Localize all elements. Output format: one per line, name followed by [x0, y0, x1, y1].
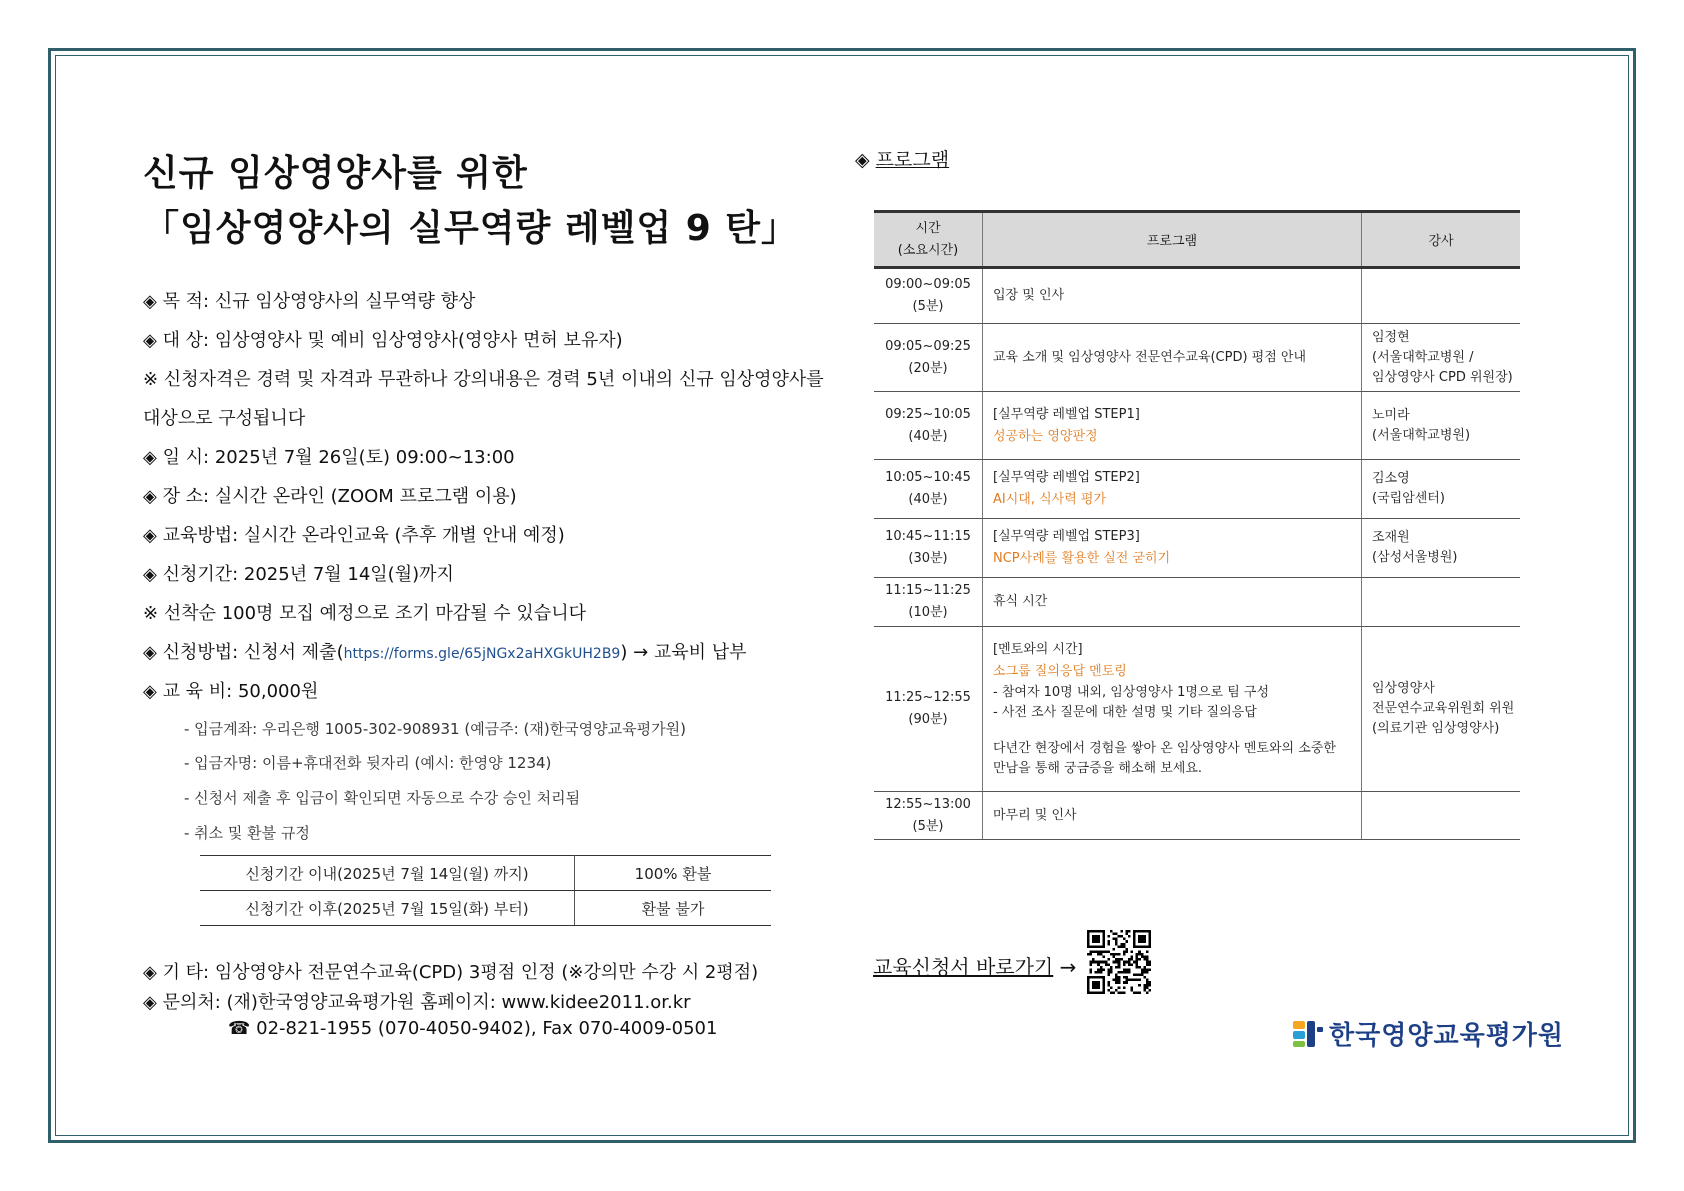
cell-program: [983, 268, 1362, 324]
time-duration: (40분): [908, 492, 948, 507]
time-duration: (90분): [908, 712, 948, 727]
cell-time: [874, 324, 983, 392]
program-line: 휴식 시간: [993, 594, 1048, 609]
cell-lecturer: [1362, 324, 1521, 392]
program-section-title: 프로그램: [875, 149, 950, 171]
fee-refund-policy: - 취소 및 환불 규정: [184, 824, 310, 842]
program-table: [874, 210, 1520, 840]
cell-lecturer: [1362, 792, 1521, 840]
info-place: ◈ 장 소: 실시간 온라인 (ZOOM 프로그램 이용): [143, 486, 517, 507]
cell-program: [983, 578, 1362, 627]
program-line: [멘토와의 시간]: [993, 642, 1083, 657]
header-time: [874, 212, 983, 268]
time-duration: (40분): [908, 428, 948, 444]
info-note-eligibility-cont: 대상으로 구성됩니다: [143, 408, 306, 429]
refund-condition: 신청기간 이후(2025년 7월 15일(화) 부터): [200, 891, 575, 926]
lecturer-line: (서울대학교병원 /: [1372, 349, 1474, 365]
info-target: ◈ 대 상: 임상영양사 및 예비 임상영양사(영양사 면허 보유자): [143, 330, 623, 351]
lecturer-line: (서울대학교병원): [1372, 427, 1471, 443]
info-note-eligibility: ※ 신청자격은 경력 및 자격과 무관하나 강의내용은 경력 5년 이내의 신규 임상영양사를: [143, 369, 824, 390]
cell-lecturer: [1362, 578, 1521, 627]
program-highlight: 성공하는 영양판정: [993, 428, 1098, 444]
lecturer-line: 임상영양사: [1372, 681, 1435, 696]
program-line: [실무역량 레벨업 STEP2]: [993, 470, 1140, 485]
info-phone: ☎ 02-821-1955 (070-4050-9402), Fax 070-4009-0501: [228, 1018, 718, 1039]
table-row: [874, 627, 1520, 792]
cell-lecturer: [1362, 460, 1521, 519]
header-time-label: 시간: [915, 220, 941, 236]
table-row: [874, 324, 1520, 392]
cell-lecturer: [1362, 519, 1521, 578]
program-line: 교육 소개 및 임상영양사 전문연수교육(CPD) 평점 안내: [993, 349, 1307, 365]
apply-form-link[interactable]: [873, 951, 1076, 980]
info-date: ◈ 일 시: 2025년 7월 26일(토) 09:00~13:00: [143, 447, 515, 468]
info-purpose: ◈ 목 적: 신규 임상영양사의 실무역량 향상: [143, 291, 476, 312]
cell-time: [874, 792, 983, 840]
cell-time: [874, 627, 983, 792]
spacer: [993, 723, 1360, 739]
lecturer-line: 임상영양사 CPD 위원장): [1372, 369, 1513, 385]
refund-condition: 신청기간 이내(2025년 7월 14일(월) 까지): [200, 856, 575, 891]
program-highlight: NCP사례를 활용한 실전 굳히기: [993, 551, 1171, 566]
refund-table: [200, 855, 771, 926]
cell-time: [874, 268, 983, 324]
program-line: 마무리 및 인사: [993, 807, 1077, 823]
cell-program: [983, 519, 1362, 578]
page-title: [143, 146, 798, 256]
lecturer-line: 전문연수교육위원회 위원: [1372, 701, 1515, 716]
fee-approval: - 신청서 제출 후 입금이 확인되면 자동으로 수강 승인 처리됨: [184, 789, 581, 807]
program-detail: 만남을 통해 궁금증을 해소해 보세요.: [993, 761, 1203, 776]
lecturer-line: 임정현: [1372, 329, 1410, 345]
info-fee: ◈ 교 육 비: 50,000원: [143, 681, 319, 702]
lecturer-line: (삼성서울병원): [1372, 550, 1458, 565]
cell-time: [874, 519, 983, 578]
time-range: 12:55~13:00: [885, 796, 971, 812]
apply-form-label[interactable]: 교육신청서 바로가기: [873, 955, 1054, 979]
table-row: [200, 891, 771, 926]
time-range: 09:00~09:05: [885, 277, 971, 292]
time-range: 09:25~10:05: [885, 406, 971, 422]
header-program: 프로그램: [983, 212, 1362, 268]
cell-program: [983, 627, 1362, 792]
table-row: [874, 268, 1520, 324]
cell-program: [983, 324, 1362, 392]
qr-code-icon[interactable]: [1087, 930, 1151, 994]
program-line: [실무역량 레벨업 STEP1]: [993, 406, 1140, 422]
table-header-row: [874, 212, 1520, 268]
info-note-capacity: ※ 선착순 100명 모집 예정으로 조기 마감될 수 있습니다: [143, 603, 586, 624]
program-highlight: 소그룹 질의응답 멘토링: [993, 664, 1127, 679]
header-duration-label: (소요시간): [897, 242, 959, 258]
logo-mark-icon: [1293, 1019, 1323, 1049]
info-apply: [143, 638, 747, 664]
cell-program: [983, 460, 1362, 519]
lecturer-line: 노미라: [1372, 407, 1410, 423]
apply-url-link[interactable]: https://forms.gle/65jNGx2aHXGkUH2B9: [343, 646, 621, 662]
time-duration: (5분): [912, 818, 944, 834]
time-duration: (20분): [908, 360, 948, 376]
table-row: [874, 460, 1520, 519]
time-duration: (10분): [908, 605, 948, 620]
cell-lecturer: [1362, 268, 1521, 324]
program-detail: 다년간 현장에서 경험을 쌓아 온 임상영양사 멘토와의 소중한: [993, 741, 1336, 756]
time-range: 11:25~12:55: [885, 690, 971, 705]
apply-prefix: ◈ 신청방법: 신청서 제출(: [143, 642, 344, 663]
program-line: [실무역량 레벨업 STEP3]: [993, 529, 1140, 544]
time-range: 11:15~11:25: [885, 583, 971, 598]
table-row: [874, 519, 1520, 578]
program-detail: - 참여자 10명 내외, 임상영양사 1명으로 팀 구성: [993, 685, 1270, 700]
logo: [1293, 1015, 1564, 1052]
cell-time: [874, 578, 983, 627]
info-contact: ◈ 문의처: (재)한국영양교육평가원 홈페이지: www.kidee2011.or.kr: [143, 992, 691, 1013]
title-line-1: 신규 임상영양사를 위한: [143, 153, 528, 194]
fee-depositor-name: - 입금자명: 이름+휴대전화 뒷자리 (예시: 한영양 1234): [184, 754, 552, 772]
program-detail: - 사전 조사 질문에 대한 설명 및 기타 질의응답: [993, 705, 1257, 720]
table-row: [200, 856, 771, 891]
program-line: 입장 및 인사: [993, 288, 1065, 303]
info-etc: ◈ 기 타: 임상영양사 전문연수교육(CPD) 3평점 인정 (※강의만 수강 시 2평점): [143, 962, 759, 983]
arrow-right-icon: →: [1059, 955, 1077, 979]
refund-result: 환불 불가: [575, 891, 772, 926]
program-highlight: AI시대, 식사력 평가: [993, 492, 1107, 507]
lecturer-line: (국립암센터): [1372, 491, 1445, 506]
time-range: 09:05~09:25: [885, 338, 971, 354]
cell-time: [874, 460, 983, 519]
time-range: 10:45~11:15: [885, 529, 971, 544]
logo-text: 한국영양교육평가원: [1329, 1021, 1565, 1051]
time-duration: (30분): [908, 551, 948, 566]
fee-account: - 입금계좌: 우리은행 1005-302-908931 (예금주: (재)한국영양교육평가원): [184, 720, 686, 738]
table-row: [874, 578, 1520, 627]
program-rows: [874, 268, 1520, 840]
lecturer-line: 조재원: [1372, 530, 1410, 545]
header-lecturer: 강사: [1362, 212, 1521, 268]
table-row: [874, 792, 1520, 840]
program-section-heading: [855, 145, 949, 172]
title-line-2: 「임상영양사의 실무역량 레벨업 9 탄」: [143, 208, 799, 249]
time-range: 10:05~10:45: [885, 470, 971, 485]
cell-program: [983, 792, 1362, 840]
cell-time: [874, 392, 983, 460]
table-row: [874, 392, 1520, 460]
cell-lecturer: [1362, 627, 1521, 792]
refund-result: 100% 환불: [575, 856, 772, 891]
info-method: ◈ 교육방법: 실시간 온라인교육 (추후 개별 안내 예정): [143, 525, 565, 546]
diamond-icon: ◈: [855, 149, 870, 171]
lecturer-line: (의료기관 임상영양사): [1372, 721, 1500, 736]
lecturer-line: 김소영: [1372, 471, 1410, 486]
time-duration: (5분): [912, 299, 944, 314]
info-period: ◈ 신청기간: 2025년 7월 14일(월)까지: [143, 564, 454, 585]
apply-suffix: ) → 교육비 납부: [620, 642, 747, 663]
cell-lecturer: [1362, 392, 1521, 460]
cell-program: [983, 392, 1362, 460]
